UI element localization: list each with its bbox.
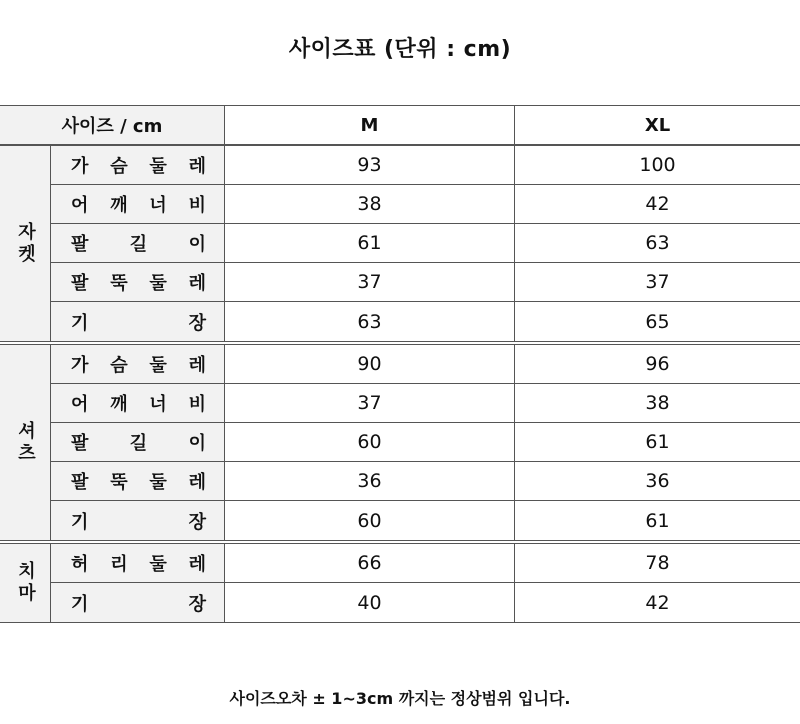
measurement-label <box>51 302 225 341</box>
measurement-label-char: 팔 <box>71 472 89 493</box>
table-body <box>0 145 800 623</box>
measurement-label-char: 둘 <box>149 355 167 376</box>
table-row <box>51 462 800 501</box>
measurement-label-char: 둘 <box>149 156 167 177</box>
measurement-label-char: 허 <box>71 554 89 575</box>
category-label: 셔츠 <box>0 345 51 540</box>
measurement-label-char: 길 <box>129 234 148 255</box>
measurement-label-char: 길 <box>129 433 148 454</box>
value-xl: 100 <box>639 154 676 176</box>
value-m: 60 <box>225 501 515 540</box>
value-xl: 37 <box>645 271 670 293</box>
measurement-label-char: 둘 <box>149 472 167 493</box>
measurement-label <box>51 185 225 223</box>
value-xl: 78 <box>645 552 670 574</box>
table-row <box>51 146 800 185</box>
table-row <box>51 302 800 341</box>
measurement-label-char: 레 <box>188 156 206 177</box>
header-size-label: 사이즈 / cm <box>0 106 225 144</box>
measurement-label-char: 이 <box>188 234 206 255</box>
measurement-label-char: 레 <box>188 273 206 294</box>
value-xl: 65 <box>645 310 670 333</box>
table-group <box>0 145 800 341</box>
value-m: 90 <box>225 345 515 383</box>
measurement-label <box>51 146 225 184</box>
value-m: 61 <box>225 224 515 262</box>
value-xl: 36 <box>645 470 670 492</box>
table-row <box>51 423 800 462</box>
measurement-label <box>51 263 225 301</box>
value-xl: 61 <box>645 509 670 532</box>
value-m: 37 <box>225 384 515 422</box>
measurement-label-char: 어 <box>71 394 89 415</box>
table-row <box>51 345 800 384</box>
measurement-label-char: 비 <box>188 195 206 216</box>
measurement-label-char: 둘 <box>149 554 167 575</box>
value-m: 38 <box>225 185 515 223</box>
size-table <box>0 105 800 623</box>
value-xl: 38 <box>645 392 670 414</box>
measurement-label-char: 비 <box>188 394 206 415</box>
table-row <box>51 544 800 583</box>
measurement-label-char: 팔 <box>71 234 89 255</box>
table-row <box>51 263 800 302</box>
measurement-label-char: 둘 <box>149 273 167 294</box>
measurement-label-char: 너 <box>149 394 167 415</box>
measurement-label-char: 슴 <box>110 355 128 376</box>
header-col-xl: XL <box>644 114 671 136</box>
value-m: 40 <box>225 583 515 622</box>
measurement-label <box>51 501 225 540</box>
measurement-label-char: 팔 <box>71 433 89 454</box>
measurement-label-char: 이 <box>188 433 206 454</box>
measurement-label-char: 어 <box>71 195 89 216</box>
header-col-m: M <box>225 106 515 144</box>
table-row <box>51 224 800 263</box>
measurement-label <box>51 345 225 383</box>
measurement-label-char: 기 <box>71 593 89 615</box>
measurement-label-char: 장 <box>188 511 206 533</box>
measurement-label <box>51 462 225 500</box>
value-xl: 61 <box>645 431 670 453</box>
value-xl: 96 <box>645 353 670 375</box>
value-m: 60 <box>225 423 515 461</box>
measurement-label-char: 기 <box>71 511 89 533</box>
table-row <box>51 384 800 423</box>
value-m: 36 <box>225 462 515 500</box>
value-xl: 42 <box>645 193 670 215</box>
measurement-label-char: 깨 <box>110 394 128 415</box>
category-label: 치마 <box>0 544 51 622</box>
measurement-label <box>51 423 225 461</box>
measurement-label-char: 뚝 <box>110 273 128 294</box>
page-title: 사이즈표 (단위 : cm) <box>288 37 512 62</box>
measurement-label-char: 레 <box>188 355 206 376</box>
measurement-label <box>51 224 225 262</box>
table-group <box>0 540 800 623</box>
size-tolerance-note: 사이즈오차 ± 1~3cm 까지는 정상범위 입니다. <box>229 689 571 708</box>
measurement-label-char: 깨 <box>110 195 128 216</box>
measurement-label-char: 팔 <box>71 273 89 294</box>
measurement-label-char: 기 <box>71 312 89 334</box>
measurement-label <box>51 544 225 582</box>
category-label: 자켓 <box>0 146 51 341</box>
value-m: 37 <box>225 263 515 301</box>
measurement-label-char: 가 <box>71 156 89 177</box>
value-m: 93 <box>225 146 515 184</box>
measurement-label <box>51 583 225 622</box>
table-row <box>51 501 800 540</box>
table-row <box>51 583 800 622</box>
measurement-label-char: 레 <box>188 472 206 493</box>
value-m: 63 <box>225 302 515 341</box>
measurement-label-char: 레 <box>188 554 206 575</box>
measurement-label-char: 너 <box>149 195 167 216</box>
measurement-label-char: 가 <box>71 355 89 376</box>
table-header-row <box>0 105 800 145</box>
table-group <box>0 341 800 540</box>
measurement-label-char: 장 <box>188 312 206 334</box>
measurement-label-char: 리 <box>110 554 128 575</box>
measurement-label <box>51 384 225 422</box>
value-xl: 63 <box>645 232 670 254</box>
measurement-label-char: 장 <box>188 593 206 615</box>
table-row <box>51 185 800 224</box>
measurement-label-char: 뚝 <box>110 472 128 493</box>
measurement-label-char: 슴 <box>110 156 128 177</box>
value-m: 66 <box>225 544 515 582</box>
value-xl: 42 <box>645 591 670 614</box>
